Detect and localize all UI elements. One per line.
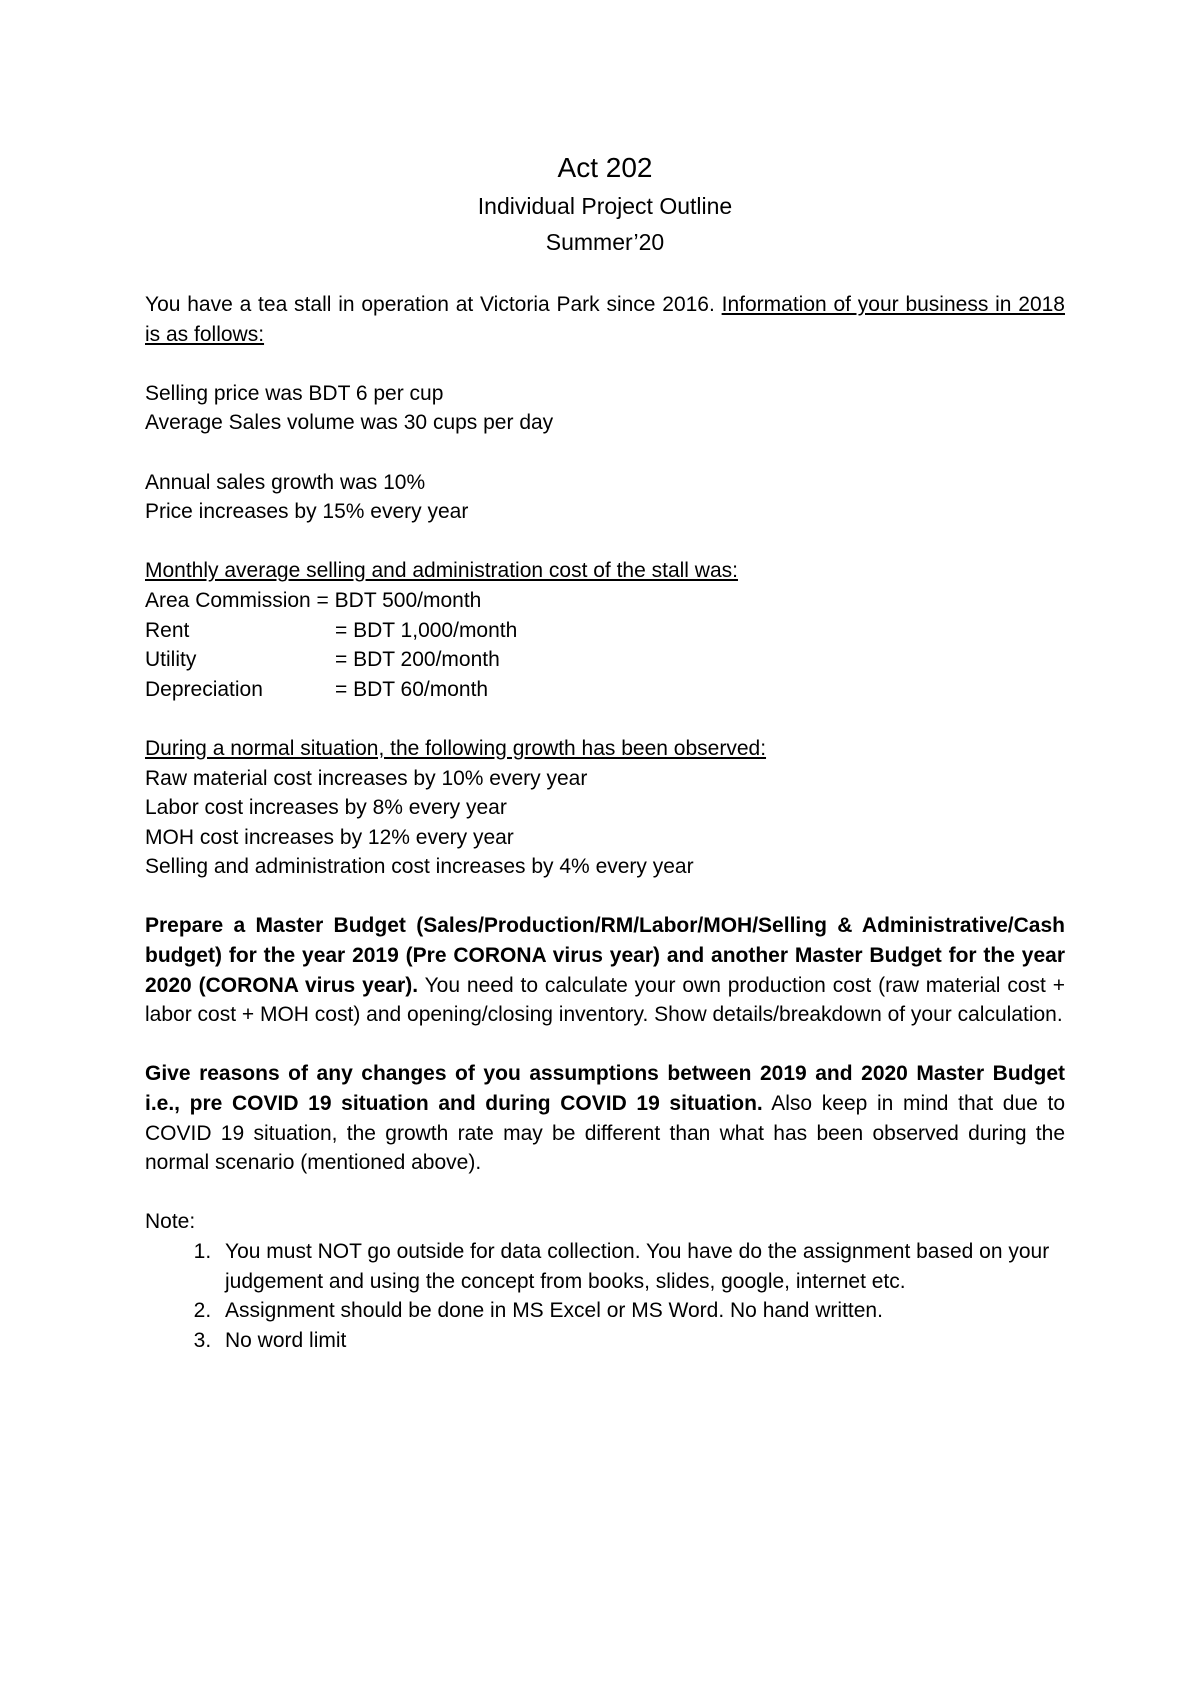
reasons-paragraph	[145, 1059, 1065, 1177]
cost-section	[145, 556, 1065, 704]
cost-label: Utility	[145, 648, 197, 672]
intro-text: You have a tea stall in operation at Victoria Park since 2016.	[145, 293, 722, 316]
growth-info-line: Annual sales growth was 10%	[145, 470, 426, 494]
note-section	[145, 1207, 1065, 1355]
note-item: 3. No word limit	[217, 1326, 1065, 1356]
cost-heading: Monthly average selling and administration cost of the stall was:	[145, 559, 738, 583]
note-item: 1. You must NOT go outside for data collection. You have do the assignment based on your judgement and using the concept from books, slides, google, internet etc.	[217, 1237, 1065, 1296]
document-body	[145, 150, 1065, 1355]
reasons-bold: Give reasons of any changes of you assumptions between 2019 and 2020 Master Budget i.e., pre COVID 19 situation and during COVID 19 situation.	[145, 1062, 1065, 1116]
growth-info-line: Price increases by 15% every year	[145, 500, 469, 524]
normal-growth-section	[145, 734, 1065, 882]
cost-row	[145, 675, 1065, 705]
normal-growth-item: Selling and administration cost increases by 4% every year	[145, 855, 694, 879]
normal-growth-item: MOH cost increases by 12% every year	[145, 825, 514, 849]
document-subtitle: Individual Project Outline	[477, 193, 733, 219]
cost-value: = BDT 200/month	[335, 648, 500, 672]
document-term: Summer’20	[545, 229, 665, 255]
normal-growth-item: Labor cost increases by 8% every year	[145, 796, 507, 820]
normal-growth-item: Raw material cost increases by 10% every year	[145, 766, 588, 790]
reasons-normal: Also keep in mind that due to COVID 19 situation, the growth rate may be different than what has been observed during the normal scenario (mentioned above).	[145, 1092, 1065, 1175]
task-bold: Prepare a Master Budget (Sales/Production/RM/Labor/MOH/Selling & Administrative/Cash budget) for the year 2019 (Pre CORONA virus year) and another Master Budget for the year 2020 (CORONA virus year).	[145, 914, 1065, 997]
cost-commission: Area Commission = BDT 500/month	[145, 588, 482, 612]
document-title: Act 202	[557, 152, 653, 183]
note-label: Note:	[145, 1210, 196, 1234]
sales-info	[145, 379, 1065, 438]
growth-info	[145, 468, 1065, 527]
cost-row	[145, 645, 1065, 675]
task-normal: You need to calculate your own production cost (raw material cost + labor cost + MOH cost) and opening/closing inventory. Show details/breakdown of your calculation.	[145, 973, 1065, 1027]
intro-underlined: Information of your business in 2018 is as follows:	[145, 293, 1065, 346]
cost-label: Rent	[145, 618, 190, 642]
sales-info-line: Selling price was BDT 6 per cup	[145, 381, 444, 405]
cost-value: = BDT 60/month	[335, 677, 489, 701]
document-header	[145, 150, 1065, 260]
cost-label: Depreciation	[145, 677, 263, 701]
normal-growth-heading: During a normal situation, the following growth has been observed:	[145, 736, 767, 760]
cost-value: = BDT 1,000/month	[335, 618, 518, 642]
cost-row	[145, 616, 1065, 646]
task-paragraph	[145, 911, 1065, 1029]
note-item: 2. Assignment should be done in MS Excel or MS Word. No hand written.	[217, 1296, 1065, 1326]
note-list	[145, 1237, 1065, 1355]
intro-paragraph	[145, 290, 1065, 349]
sales-info-line: Average Sales volume was 30 cups per day	[145, 411, 554, 435]
